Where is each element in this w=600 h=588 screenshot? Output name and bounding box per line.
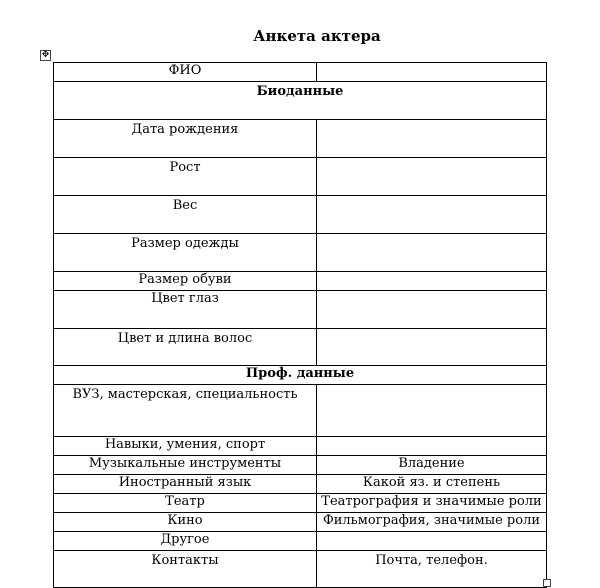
table-row: [54, 329, 547, 366]
row-value-cell[interactable]: Театрография и значимые роли: [317, 494, 547, 513]
row-label: Иностранный язык: [54, 475, 317, 494]
row-label: Навыки, умения, спорт: [54, 437, 317, 456]
row-value-cell[interactable]: [317, 234, 547, 272]
table-row: [54, 456, 547, 475]
table-row: [54, 385, 547, 437]
table-row: [54, 120, 547, 158]
row-label: ВУЗ, мастерская, специальность: [54, 385, 317, 437]
row-label: Контакты: [54, 551, 317, 588]
row-value-cell[interactable]: Какой яз. и степень: [317, 475, 547, 494]
table-row: [54, 513, 547, 532]
row-value-cell[interactable]: Владение: [317, 456, 547, 475]
row-value-cell[interactable]: Фильмография, значимые роли: [317, 513, 547, 532]
table-row: [54, 272, 547, 291]
table-row: [54, 291, 547, 329]
section-row: [54, 366, 547, 385]
table-row: [54, 475, 547, 494]
row-label: Рост: [54, 158, 317, 196]
table-row: [54, 196, 547, 234]
row-label: Цвет глаз: [54, 291, 317, 329]
row-value-cell[interactable]: [317, 385, 547, 437]
table-resize-handle-icon[interactable]: [543, 579, 551, 587]
section-heading: Биоданные: [54, 82, 547, 120]
row-value-cell[interactable]: [317, 158, 547, 196]
row-value-cell[interactable]: [317, 120, 547, 158]
row-label: Кино: [54, 513, 317, 532]
row-value-cell[interactable]: Почта, телефон.: [317, 551, 547, 588]
table-row: [54, 551, 547, 588]
row-label: Вес: [54, 196, 317, 234]
page-title: Анкета актера: [253, 27, 381, 45]
actor-form-table: [53, 62, 547, 588]
row-label: Размер обуви: [54, 272, 317, 291]
table-row: [54, 494, 547, 513]
row-label: Театр: [54, 494, 317, 513]
section-heading: Проф. данные: [54, 366, 547, 385]
row-label: Дата рождения: [54, 120, 317, 158]
row-value-cell[interactable]: [317, 532, 547, 551]
table-move-handle-icon[interactable]: ✥: [41, 50, 50, 60]
row-value-cell[interactable]: [317, 196, 547, 234]
row-label: ФИО: [54, 63, 317, 82]
row-value-cell[interactable]: [317, 272, 547, 291]
table-row: [54, 234, 547, 272]
row-value-cell[interactable]: [317, 437, 547, 456]
row-value-cell[interactable]: [317, 63, 547, 82]
table-row: [54, 63, 547, 82]
row-label: Другое: [54, 532, 317, 551]
table-row: [54, 158, 547, 196]
table-row: [54, 532, 547, 551]
row-label: Музыкальные инструменты: [54, 456, 317, 475]
table-row: [54, 437, 547, 456]
row-label: Размер одежды: [54, 234, 317, 272]
row-label: Цвет и длина волос: [54, 329, 317, 366]
row-value-cell[interactable]: [317, 329, 547, 366]
section-row: [54, 82, 547, 120]
row-value-cell[interactable]: [317, 291, 547, 329]
